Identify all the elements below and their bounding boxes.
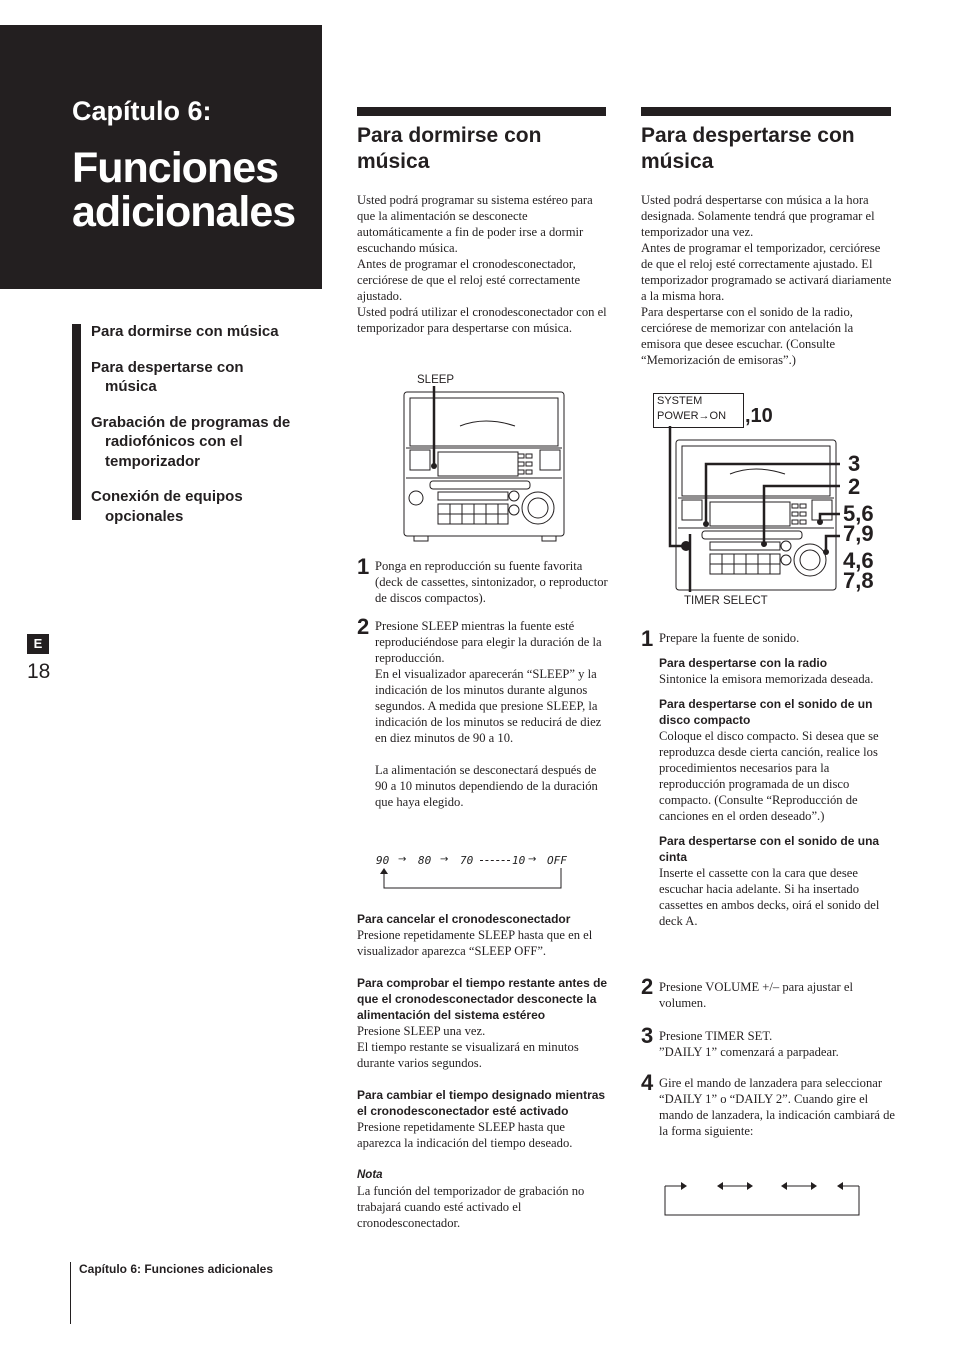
paragraph: Usted podrá programar su sistema estéreo para que la alimentación se desconecte automáticamente a fin de poder irse a dormir escuchando música.: [357, 193, 593, 255]
paragraph: ”DAILY 1” comenzará a parpadear.: [659, 1045, 839, 1059]
paragraph: Presione SLEEP una vez.: [357, 1024, 486, 1038]
callout-steps: 7,8: [843, 568, 874, 593]
subheading: Para cancelar el cronodesconectador: [357, 912, 571, 926]
paragraph: La alimentación se desconectará después de 90 a 10 minutos dependiendo de la duración que haya elegido.: [375, 763, 598, 809]
paragraph: Antes de programar el cronodesconectador, cerciórese de que el reloj esté correctamente ajustado.: [357, 257, 581, 303]
running-footer: Capítulo 6: Funciones adicionales: [79, 1262, 274, 1276]
callout-steps: ,10: [745, 405, 773, 427]
display-value: 80: [418, 854, 432, 867]
paragraph: Coloque el disco compacto. Si desea que se reproduzca desde cierta canción, realice los procedimientos necesarios para la reproducción programada de un disco compacto. (Consulte “Reproducción de canciones en el orden deseado”.): [659, 729, 879, 823]
sleep-display-sequence: [376, 854, 576, 894]
display-value: 90: [376, 854, 390, 867]
chapter-title: [72, 146, 295, 234]
stereo-unit-illustration: [400, 386, 570, 546]
step-text: Gire el mando de lanzadera para seleccionar “DAILY 1” o “DAILY 2”. Cuando gire el mando de lanzadera, la indicación cambiará de la forma siguiente:: [659, 1076, 896, 1138]
subheading: Para despertarse con la radio: [659, 656, 828, 670]
paragraph: Sintonice la emisora memorizada deseada.: [659, 672, 874, 686]
wake-intro: [641, 192, 893, 368]
paragraph: El tiempo restante se visualizará en minutos durante varios segundos.: [357, 1040, 579, 1070]
paragraph: Inserte el cassette con la cara que desee escuchar hacia adelante. Si ha insertado cassettes en ambos decks, oirá el sonido del deck A.: [659, 866, 880, 928]
chapter-title-line1: Funciones: [72, 144, 279, 192]
callout-steps: 7,9: [843, 521, 874, 546]
stereo-unit-illustration: [660, 426, 840, 596]
callout-steps: 5,6: [843, 501, 874, 526]
toc-item[interactable]: Grabación de programas de radiofónicos con el temporizador: [91, 413, 291, 470]
paragraph: Usted podrá despertarse con música a la hora designada. Solamente tendrá que programar el temporizador una vez.: [641, 193, 875, 239]
subheading: Para despertarse con el sonido de una cinta: [659, 834, 880, 864]
toc-item[interactable]: Para despertarse con música: [91, 358, 244, 395]
step-number: 3: [641, 1023, 654, 1048]
language-badge: E: [27, 634, 49, 654]
toc-item[interactable]: Conexión de equipos opcionales: [91, 488, 243, 525]
callout-steps: 3: [848, 451, 861, 476]
section-heading-sleep: Para dormirse con música: [357, 124, 542, 173]
ellipsis-line: [480, 860, 510, 861]
display-value: OFF: [547, 854, 567, 867]
figure-label-timer-select: TIMER SELECT: [684, 595, 768, 607]
display-value: 70: [460, 854, 474, 867]
paragraph: La función del temporizador de grabación no trabajará cuando esté activado el cronodesconectador.: [357, 1184, 585, 1230]
callout-steps: 4,6: [843, 548, 874, 573]
paragraph: Prepare la fuente de sonido.: [659, 631, 800, 645]
daily-cycle-diagram: [663, 1180, 863, 1220]
paragraph: Para despertarse con el sonido de la radio, cerciórese de memorizar con antelación la emisora que desee escuchar. (Consulte “Memorización de emisoras”.): [641, 305, 854, 367]
step-text: [375, 618, 609, 810]
subheading: Para despertarse con el sonido de un disco compacto: [659, 697, 873, 727]
note-heading: Nota: [357, 1169, 383, 1181]
toc-bar: [72, 324, 81, 520]
step-text: [659, 1028, 895, 1060]
step-number: 1: [357, 554, 370, 579]
step-text: [659, 630, 895, 929]
display-value: 10: [512, 854, 526, 867]
subheading: Para comprobar el tiempo restante antes de que el cronodesconectador desconecte la alimentación del sistema estéreo: [357, 976, 608, 1022]
section-heading-wake: Para despertarse con música: [641, 124, 855, 173]
paragraph: En el visualizador aparecerán “SLEEP” y la indicación de los minutos durante algunos segundos. A medida que presione SLEEP, la indicación de los minutos se reducirá de diez en diez minutos de 90 a 10.: [375, 667, 602, 745]
arrow-right-icon: →: [398, 854, 407, 865]
paragraph: Presione repetidamente SLEEP hasta que en el visualizador aparezca “SLEEP OFF”.: [357, 928, 593, 958]
footer-rule: [70, 1262, 71, 1324]
step-text: Presione VOLUME +/– para ajustar el volumen.: [659, 980, 853, 1010]
paragraph: Presione repetidamente SLEEP hasta que aparezca la indicación del tiempo deseado.: [357, 1120, 573, 1150]
sleep-notes: [357, 911, 611, 1231]
callout-steps: 2: [848, 474, 861, 499]
column-rule: [641, 107, 891, 116]
step-text: Ponga en reproducción su fuente favorita (deck de cassettes, sintonizador, o reproductor de discos compactos).: [375, 559, 608, 605]
chapter-label: Capítulo 6:: [72, 96, 212, 126]
subheading: Para cambiar el tiempo designado mientras el cronodesconectador esté activado: [357, 1088, 606, 1118]
step-number: 2: [641, 974, 654, 999]
sleep-intro: [357, 192, 609, 336]
step-number: 1: [641, 626, 654, 651]
step-number: 2: [357, 614, 370, 639]
figure-label-sleep: SLEEP: [417, 374, 455, 386]
chapter-title-line2: adicionales: [72, 188, 296, 236]
system-power-callout: [653, 393, 744, 428]
page-number: 18: [27, 660, 51, 683]
paragraph: Usted podrá utilizar el cronodesconectador con el temporizador para despertarse con música.: [357, 305, 607, 335]
column-rule: [357, 107, 606, 116]
callout-line: POWER→ON: [657, 410, 727, 422]
arrow-right-icon: →: [440, 854, 449, 865]
paragraph: Presione SLEEP mientras la fuente esté reproduciéndose para elegir la duración de la reproducción.: [375, 619, 602, 665]
toc-item[interactable]: Para dormirse con música: [91, 323, 279, 340]
paragraph: Presione TIMER SET.: [659, 1029, 773, 1043]
paragraph: Antes de programar el temporizador, cerciórese de que el reloj esté correctamente ajustado. El temporizador programado se activará diariamente a la misma hora.: [641, 241, 892, 303]
callout-line: SYSTEM: [657, 395, 703, 407]
step-number: 4: [641, 1070, 654, 1095]
table-of-contents: [91, 322, 331, 542]
loop-arrow-icon: [376, 866, 568, 892]
arrow-right-icon: →: [528, 854, 537, 865]
